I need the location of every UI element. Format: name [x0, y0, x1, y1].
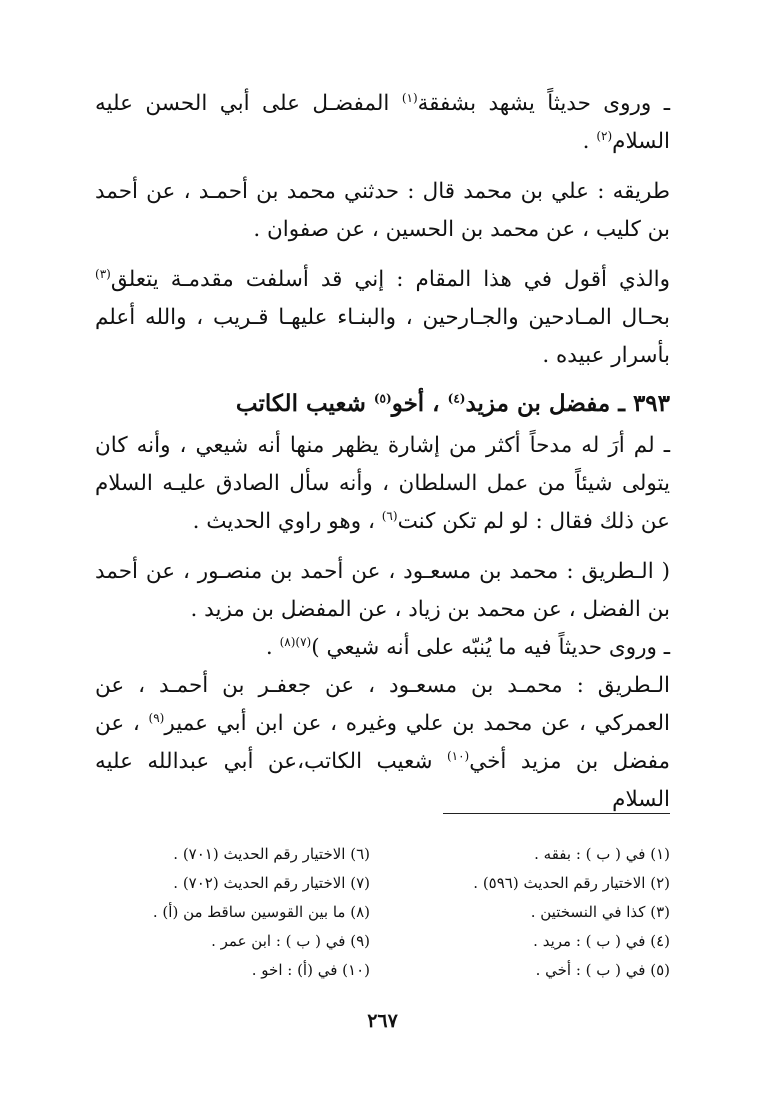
footnote-item: (٨) ما بين القوسين ساقط من (أ) .: [152, 903, 370, 921]
paragraph-hadith-shafaqa: ـ وروى حديثاً يشهد بشفقة$^{(١)}$ المفضـل على أبي الحسن عليه السلام$^{(٢)}$ .: [95, 90, 670, 154]
footnote-item: (١) في ( ب ) : بفقه .: [534, 845, 670, 863]
footnote-ref-6: (٦): [381, 508, 398, 523]
paragraph-tariq-1: طريقه : علي بن محمد قال : حدثني محمد بن أحمـد ، عن أحمد بن كليب ، عن محمد بن الحسين ، عن صفوان .: [95, 179, 670, 242]
footnote-ref-10: (١٠): [446, 748, 470, 763]
footnote-ref-1: (١): [401, 90, 418, 105]
footnote-ref-2: (٢): [596, 128, 613, 143]
paragraph-entry-assessment: ـ لم أرَ له مدحاً أكثر من إشارة يظهر منها أنه شيعي ، وأنه كان يتولى شيئاً من عمل السلطان ، وأنه سأل الصادق عليـه السلام عن ذلك فقال : لو لم تكن كنت$^{(٦)}$ ، وهو راوي الحديث .: [95, 433, 670, 534]
footnotes-column-right: [370, 840, 670, 985]
footnotes-column-left: [70, 840, 370, 985]
footnote-ref-3: (٣): [95, 266, 111, 281]
footnote-item: (٦) الاختيار رقم الحديث (٧٠١) .: [173, 845, 370, 863]
footnote-item: (٧) الاختيار رقم الحديث (٧٠٢) .: [173, 874, 370, 892]
paragraph-tariq-3: الـطريق : محمـد بن مسعـود ، عن جعفـر بن أحمـد ، عن العمركي ، عن محمد بن علي وغيره ، عن ابن أبي عمير$^{(٩)}$ ، عن مفضل بن مزيد أخي$^{(١٠)}$ شعيب الكاتب،عن أبي عبدالله عليه السلام: [95, 673, 670, 812]
footnote-item: (٩) في ( ب ) : ابن عمر .: [211, 932, 370, 950]
page-number: ٢٦٧: [367, 1010, 398, 1032]
footnote-item: (١٠) في (أ) : اخو .: [251, 961, 370, 979]
paragraph-author-opinion: والذي أقول في هذا المقام : إني قد أسلفت مقدمـة يتعلق$^{(٣)}$ بحـال المـادحين والجـارحين ، والبنـاء عليهـا قـريب ، والله أعلم بأسرار عبيده .: [95, 266, 670, 368]
footnote-ref-9: (٩): [148, 710, 165, 725]
paragraph-tariq-2: ( الـطريق : محمد بن مسعـود ، عن أحمد بن منصـور ، عن أحمد بن الفضل ، عن محمد بن زياد ، عن المفضل بن مزيد .: [95, 559, 670, 622]
entry-heading: ٣٩٣ ـ مفضل بن مزيد$^{(٤)}$ ، أخو$^{(٥)}$ شعيب الكاتب: [235, 390, 670, 417]
footnote-divider: [443, 813, 670, 814]
footnote-ref-7: (٧): [295, 634, 312, 649]
footnote-item: (٢) الاختيار رقم الحديث (٥٩٦) .: [473, 874, 670, 892]
paragraph-hadith-shii: ـ وروى حديثاً فيه ما يُنبّه على أنه شيعي )$^{(٧)(٨)}$ .: [265, 634, 670, 660]
footnote-item: (٣) كذا في النسختين .: [530, 903, 670, 921]
footnote-item: (٤) في ( ب ) : مريد .: [533, 932, 670, 950]
footnote-ref-8: (٨): [279, 634, 296, 649]
footnote-ref-5: (٥): [373, 391, 392, 406]
footnote-item: (٥) في ( ب ) : أخي .: [535, 961, 670, 979]
entry-number: ٣٩٣: [632, 390, 670, 417]
footnotes: [70, 840, 670, 985]
footnote-ref-4: (٤): [447, 391, 466, 406]
main-text: [95, 85, 670, 819]
